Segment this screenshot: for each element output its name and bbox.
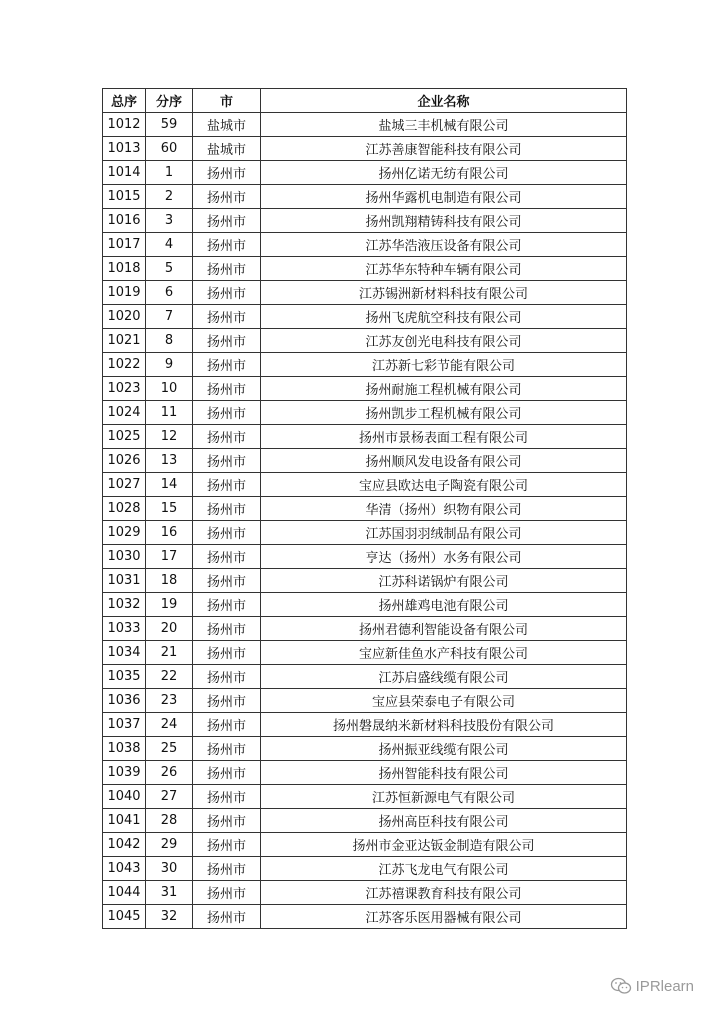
city-cell: 扬州市 [193,833,261,857]
city-cell: 扬州市 [193,713,261,737]
total-index-cell: 1020 [103,305,146,329]
table-row [103,833,627,857]
sub-index-cell: 4 [146,233,193,257]
table-row [103,641,627,665]
sub-index-cell: 13 [146,449,193,473]
total-index-cell: 1033 [103,617,146,641]
total-index-cell: 1014 [103,161,146,185]
sub-index-cell: 20 [146,617,193,641]
total-index-cell: 1028 [103,497,146,521]
total-index-cell: 1017 [103,233,146,257]
company-name-cell: 扬州君德利智能设备有限公司 [261,617,627,641]
company-name-cell: 江苏客乐医用器械有限公司 [261,905,627,929]
company-name-cell: 江苏科诺锅炉有限公司 [261,569,627,593]
table-row [103,881,627,905]
company-name-cell: 江苏华东特种车辆有限公司 [261,257,627,281]
table-row [103,809,627,833]
total-index-cell: 1021 [103,329,146,353]
company-name-cell: 扬州智能科技有限公司 [261,761,627,785]
company-name-cell: 扬州凯步工程机械有限公司 [261,401,627,425]
total-index-cell: 1044 [103,881,146,905]
table-row [103,233,627,257]
sub-index-cell: 6 [146,281,193,305]
sub-index-cell: 1 [146,161,193,185]
total-index-cell: 1037 [103,713,146,737]
sub-index-cell: 5 [146,257,193,281]
sub-index-cell: 18 [146,569,193,593]
company-list-table [102,88,627,929]
watermark [610,977,694,995]
sub-index-cell: 60 [146,137,193,161]
company-name-cell: 扬州飞虎航空科技有限公司 [261,305,627,329]
company-name-cell: 江苏华浩液压设备有限公司 [261,233,627,257]
table-row [103,425,627,449]
sub-index-cell: 25 [146,737,193,761]
company-name-cell: 江苏启盛线缆有限公司 [261,665,627,689]
table-row [103,113,627,137]
table-row [103,161,627,185]
header-total-index: 总序 [103,89,146,113]
table-row [103,785,627,809]
table-row [103,713,627,737]
company-name-cell: 江苏禧课教育科技有限公司 [261,881,627,905]
company-name-cell: 宝应新佳鱼水产科技有限公司 [261,641,627,665]
table-row [103,329,627,353]
table-row [103,377,627,401]
total-index-cell: 1036 [103,689,146,713]
table-row [103,521,627,545]
city-cell: 扬州市 [193,689,261,713]
company-name-cell: 扬州磐晟纳米新材料科技股份有限公司 [261,713,627,737]
total-index-cell: 1013 [103,137,146,161]
table-row [103,281,627,305]
total-index-cell: 1035 [103,665,146,689]
city-cell: 扬州市 [193,329,261,353]
company-name-cell: 江苏国羽羽绒制品有限公司 [261,521,627,545]
sub-index-cell: 7 [146,305,193,329]
wechat-icon [610,977,632,995]
city-cell: 扬州市 [193,881,261,905]
table-row [103,401,627,425]
company-name-cell: 扬州市金亚达钣金制造有限公司 [261,833,627,857]
company-name-cell: 江苏新七彩节能有限公司 [261,353,627,377]
city-cell: 扬州市 [193,545,261,569]
total-index-cell: 1041 [103,809,146,833]
city-cell: 扬州市 [193,353,261,377]
table-row [103,593,627,617]
total-index-cell: 1038 [103,737,146,761]
sub-index-cell: 27 [146,785,193,809]
sub-index-cell: 8 [146,329,193,353]
city-cell: 扬州市 [193,209,261,233]
sub-index-cell: 31 [146,881,193,905]
city-cell: 扬州市 [193,161,261,185]
total-index-cell: 1016 [103,209,146,233]
total-index-cell: 1027 [103,473,146,497]
city-cell: 扬州市 [193,857,261,881]
table-row [103,617,627,641]
total-index-cell: 1019 [103,281,146,305]
city-cell: 扬州市 [193,737,261,761]
city-cell: 扬州市 [193,785,261,809]
table-row [103,665,627,689]
table-row [103,449,627,473]
sub-index-cell: 21 [146,641,193,665]
total-index-cell: 1031 [103,569,146,593]
sub-index-cell: 10 [146,377,193,401]
company-list-table-wrapper [102,88,626,929]
sub-index-cell: 2 [146,185,193,209]
total-index-cell: 1045 [103,905,146,929]
table-row [103,185,627,209]
table-row [103,689,627,713]
table-header-row [103,89,627,113]
total-index-cell: 1023 [103,377,146,401]
city-cell: 扬州市 [193,497,261,521]
city-cell: 盐城市 [193,137,261,161]
total-index-cell: 1026 [103,449,146,473]
city-cell: 扬州市 [193,809,261,833]
sub-index-cell: 26 [146,761,193,785]
total-index-cell: 1042 [103,833,146,857]
sub-index-cell: 11 [146,401,193,425]
sub-index-cell: 12 [146,425,193,449]
sub-index-cell: 59 [146,113,193,137]
table-row [103,473,627,497]
sub-index-cell: 32 [146,905,193,929]
company-name-cell: 扬州高臣科技有限公司 [261,809,627,833]
header-sub-index: 分序 [146,89,193,113]
total-index-cell: 1022 [103,353,146,377]
city-cell: 扬州市 [193,617,261,641]
table-row [103,569,627,593]
sub-index-cell: 19 [146,593,193,617]
city-cell: 扬州市 [193,473,261,497]
city-cell: 扬州市 [193,593,261,617]
city-cell: 扬州市 [193,377,261,401]
table-row [103,545,627,569]
watermark-text: IPRlearn [635,977,694,995]
sub-index-cell: 24 [146,713,193,737]
sub-index-cell: 23 [146,689,193,713]
city-cell: 扬州市 [193,281,261,305]
header-city: 市 [193,89,261,113]
city-cell: 扬州市 [193,233,261,257]
sub-index-cell: 17 [146,545,193,569]
company-name-cell: 江苏飞龙电气有限公司 [261,857,627,881]
table-row [103,737,627,761]
company-name-cell: 华清（扬州）织物有限公司 [261,497,627,521]
company-name-cell: 扬州耐施工程机械有限公司 [261,377,627,401]
sub-index-cell: 30 [146,857,193,881]
city-cell: 扬州市 [193,905,261,929]
company-name-cell: 扬州凯翔精铸科技有限公司 [261,209,627,233]
table-row [103,497,627,521]
sub-index-cell: 9 [146,353,193,377]
sub-index-cell: 14 [146,473,193,497]
company-name-cell: 扬州亿诺无纺有限公司 [261,161,627,185]
sub-index-cell: 22 [146,665,193,689]
sub-index-cell: 3 [146,209,193,233]
table-row [103,305,627,329]
total-index-cell: 1034 [103,641,146,665]
total-index-cell: 1024 [103,401,146,425]
sub-index-cell: 29 [146,833,193,857]
table-body [103,113,627,929]
header-company-name: 企业名称 [261,89,627,113]
company-name-cell: 宝应县荣泰电子有限公司 [261,689,627,713]
company-name-cell: 扬州市景杨表面工程有限公司 [261,425,627,449]
city-cell: 扬州市 [193,305,261,329]
table-row [103,857,627,881]
city-cell: 扬州市 [193,185,261,209]
table-row [103,209,627,233]
company-name-cell: 盐城三丰机械有限公司 [261,113,627,137]
sub-index-cell: 15 [146,497,193,521]
total-index-cell: 1040 [103,785,146,809]
total-index-cell: 1015 [103,185,146,209]
company-name-cell: 扬州顺风发电设备有限公司 [261,449,627,473]
company-name-cell: 江苏善康智能科技有限公司 [261,137,627,161]
total-index-cell: 1043 [103,857,146,881]
sub-index-cell: 16 [146,521,193,545]
city-cell: 扬州市 [193,665,261,689]
company-name-cell: 江苏恒新源电气有限公司 [261,785,627,809]
table-row [103,905,627,929]
sub-index-cell: 28 [146,809,193,833]
city-cell: 扬州市 [193,521,261,545]
city-cell: 扬州市 [193,641,261,665]
total-index-cell: 1030 [103,545,146,569]
table-row [103,353,627,377]
company-name-cell: 亨达（扬州）水务有限公司 [261,545,627,569]
company-name-cell: 江苏锡洲新材料科技有限公司 [261,281,627,305]
total-index-cell: 1025 [103,425,146,449]
table-row [103,257,627,281]
total-index-cell: 1032 [103,593,146,617]
total-index-cell: 1018 [103,257,146,281]
company-name-cell: 扬州华露机电制造有限公司 [261,185,627,209]
total-index-cell: 1029 [103,521,146,545]
company-name-cell: 扬州雄鸡电池有限公司 [261,593,627,617]
city-cell: 扬州市 [193,401,261,425]
city-cell: 扬州市 [193,257,261,281]
company-name-cell: 宝应县欧达电子陶瓷有限公司 [261,473,627,497]
total-index-cell: 1012 [103,113,146,137]
company-name-cell: 江苏友创光电科技有限公司 [261,329,627,353]
city-cell: 扬州市 [193,449,261,473]
city-cell: 扬州市 [193,569,261,593]
city-cell: 扬州市 [193,761,261,785]
table-row [103,761,627,785]
city-cell: 扬州市 [193,425,261,449]
city-cell: 盐城市 [193,113,261,137]
company-name-cell: 扬州振亚线缆有限公司 [261,737,627,761]
total-index-cell: 1039 [103,761,146,785]
table-row [103,137,627,161]
